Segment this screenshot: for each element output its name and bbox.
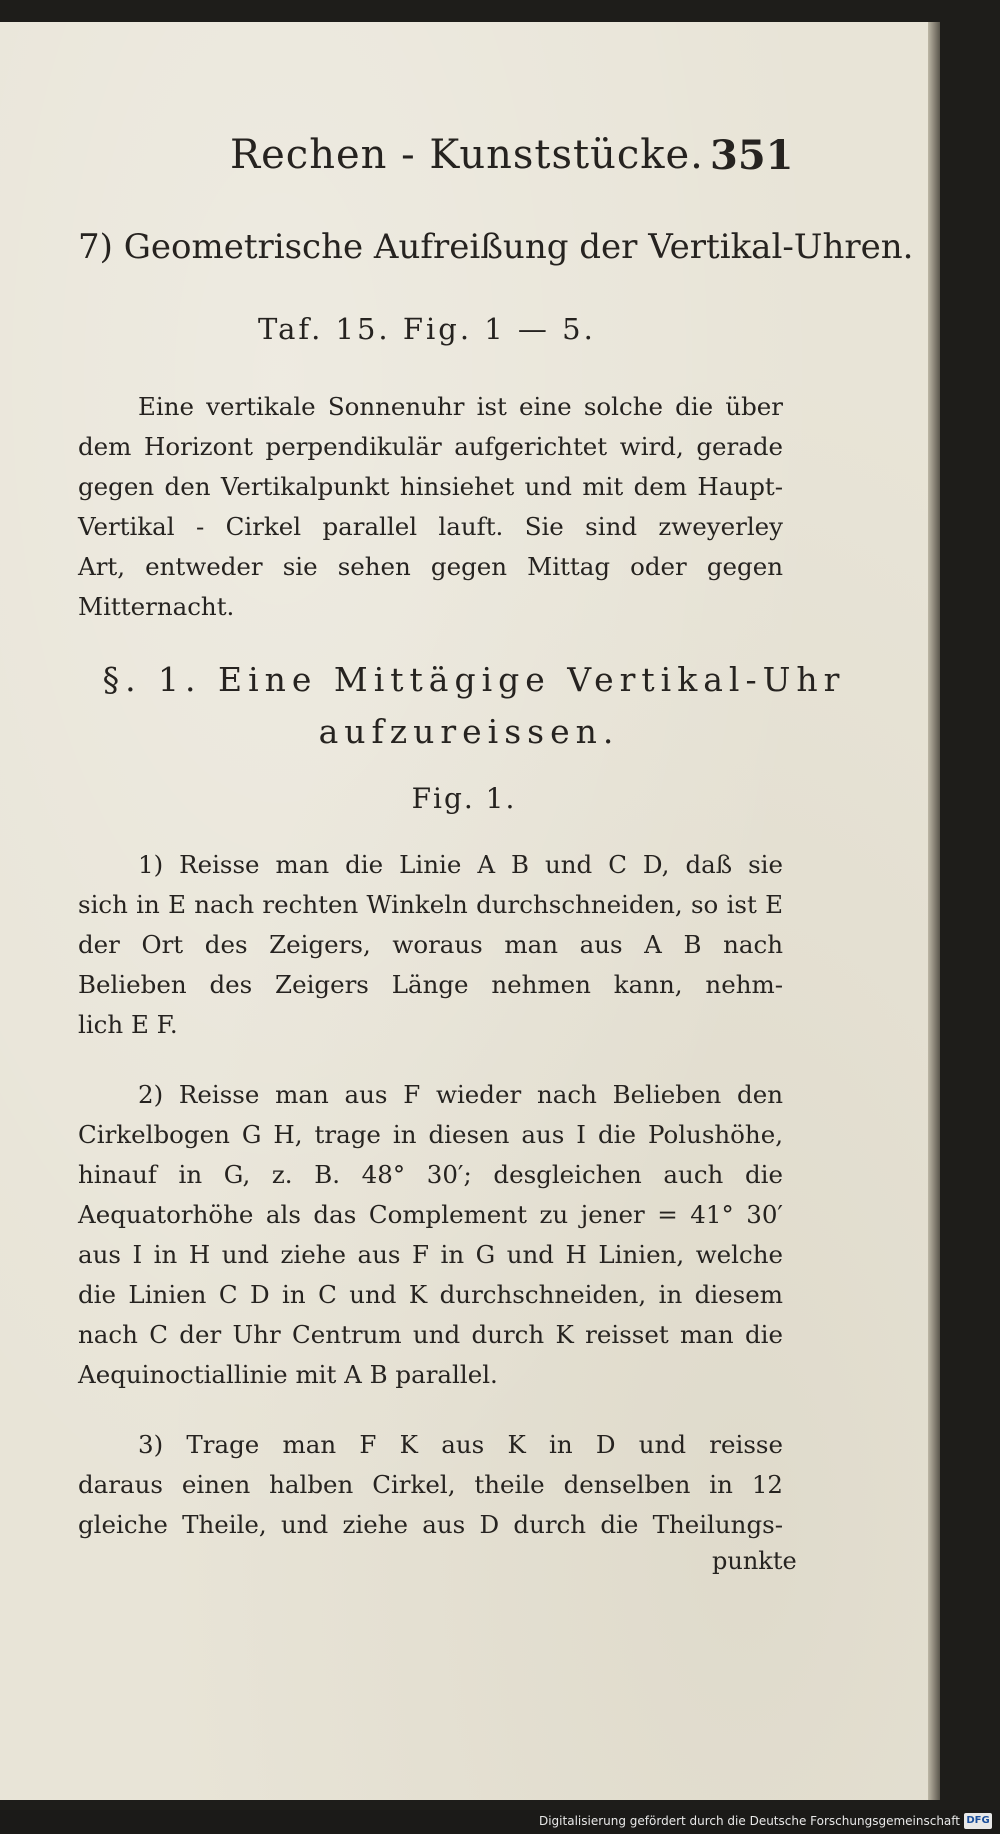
- text-line: 3) Trage man F K aus K in D und reisse: [138, 1430, 783, 1459]
- chapter-title: 7) Geometrische Aufreißung der Vertikal-Uhren.: [78, 227, 914, 267]
- text-line: Eine vertikale Sonnenuhr ist eine solche die über: [138, 392, 783, 421]
- text-line: sich in E nach rechten Winkeln durchschneiden, so ist E: [78, 890, 783, 919]
- text-line: Cirkelbogen G H, trage in diesen aus I die Polushöhe,: [78, 1120, 783, 1149]
- text-line: Vertikal - Cirkel parallel lauft. Sie sind zweyerley: [78, 512, 783, 541]
- section-heading-line: aufzureissen.: [318, 712, 620, 751]
- page-number: 351: [710, 132, 794, 179]
- book-page: [0, 22, 928, 1800]
- section-heading: [0, 654, 928, 758]
- catchword: punkte: [712, 1547, 797, 1575]
- digitization-footer: [0, 1810, 1000, 1834]
- page-edge-shadow: [928, 22, 940, 1800]
- figure-label: Fig. 1.: [411, 782, 517, 815]
- intro-paragraph: [78, 387, 783, 627]
- text-line: Aequatorhöhe als das Complement zu jener = 41° 30′: [78, 1200, 783, 1229]
- text-line: 1) Reisse man die Linie A B und C D, daß sie: [138, 850, 783, 879]
- paragraph-3: [78, 1425, 783, 1545]
- paragraph-2: [78, 1075, 783, 1395]
- text-line: gegen den Vertikalpunkt hinsiehet und mit dem Haupt-: [78, 472, 783, 501]
- text-line: Art, entweder sie sehen gegen Mittag oder gegen: [78, 552, 783, 581]
- text-line: daraus einen halben Cirkel, theile denselben in 12: [78, 1470, 783, 1499]
- page-header: [0, 132, 928, 192]
- text-line: 2) Reisse man aus F wieder nach Belieben den: [138, 1080, 783, 1109]
- text-line: der Ort des Zeigers, woraus man aus A B nach: [78, 930, 783, 959]
- text-line: Belieben des Zeigers Länge nehmen kann, nehm-: [78, 970, 783, 999]
- text-line: aus I in H und ziehe aus F in G und H Linien, welche: [78, 1240, 783, 1269]
- text-line: Mitternacht.: [78, 592, 235, 621]
- dfg-logo-icon: DFG: [964, 1813, 992, 1829]
- text-line: hinauf in G, z. B. 48° 30′; desgleichen auch die: [78, 1160, 783, 1189]
- funding-credit: Digitalisierung gefördert durch die Deutsche Forschungsgemeinschaft: [538, 1814, 960, 1828]
- section-heading-line: §. 1. Eine Mittägige Vertikal-Uhr: [102, 660, 846, 699]
- text-line: nach C der Uhr Centrum und durch K reisset man die: [78, 1320, 783, 1349]
- text-line: dem Horizont perpendikulär aufgerichtet wird, gerade: [78, 432, 783, 461]
- text-line: die Linien C D in C und K durchschneiden, in diesem: [78, 1280, 783, 1309]
- text-line: Aequinoctiallinie mit A B parallel.: [78, 1360, 498, 1389]
- running-title: Rechen - Kunststücke.: [230, 132, 704, 178]
- plate-figure-reference: Taf. 15. Fig. 1 — 5.: [258, 312, 596, 346]
- paragraph-1: [78, 845, 783, 1045]
- text-line: lich E F.: [78, 1010, 178, 1039]
- text-line: gleiche Theile, und ziehe aus D durch die Theilungs-: [78, 1510, 783, 1539]
